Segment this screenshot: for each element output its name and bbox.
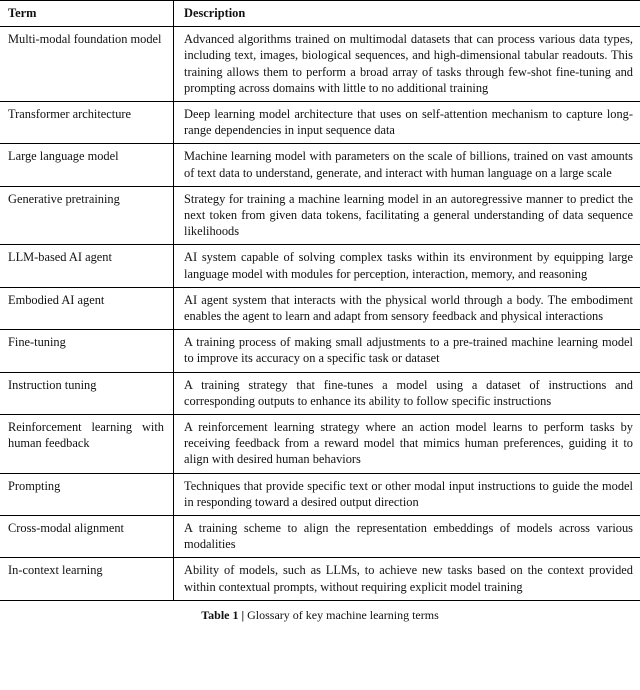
term-cell: Large language model — [0, 144, 174, 186]
term-cell: LLM-based AI agent — [0, 245, 174, 287]
table-caption-label: Table 1 | — [201, 607, 245, 622]
table-header-row — [0, 1, 640, 27]
term-cell: Cross-modal alignment — [0, 516, 174, 558]
glossary-table-body — [0, 27, 640, 601]
table-row — [0, 144, 640, 186]
term-cell: Transformer architecture — [0, 102, 174, 144]
description-cell: Deep learning model architecture that uses on self-attention mechanism to capture long-range dependencies in input sequence data — [174, 102, 640, 144]
table-row — [0, 287, 640, 329]
description-cell: Advanced algorithms trained on multimodal datasets that can process various data types, including text, images, biological sequences, and high-dimensional tabular readouts. This training allows them to perform a broad array of tasks through few-shot fine-tuning and prompting across domains with little to no additional training — [174, 27, 640, 102]
description-cell: AI system capable of solving complex tasks within its environment by equipping large language model with modules for perception, interaction, memory, and reasoning — [174, 245, 640, 287]
term-cell: Embodied AI agent — [0, 287, 174, 329]
table-row — [0, 27, 640, 102]
table-caption — [0, 608, 640, 623]
table-caption-text: Glossary of key machine learning terms — [247, 607, 439, 622]
term-cell: Instruction tuning — [0, 372, 174, 414]
description-cell: AI agent system that interacts with the physical world through a body. The embodiment enables the agent to learn and adapt from sensory feedback and physical interactions — [174, 287, 640, 329]
description-cell: A reinforcement learning strategy where an action model learns to perform tasks by receiving feedback from a reward model that mimics human preferences, guiding it to align with desired human behaviors — [174, 415, 640, 474]
description-cell: Techniques that provide specific text or other modal input instructions to guide the model in responding toward a desired output direction — [174, 473, 640, 515]
description-cell: A training process of making small adjustments to a pre-trained machine learning model to improve its accuracy on a specific task or dataset — [174, 330, 640, 372]
table-row — [0, 102, 640, 144]
table-row — [0, 415, 640, 474]
term-cell: Reinforcement learning with human feedback — [0, 415, 174, 474]
term-cell: In-context learning — [0, 558, 174, 600]
description-cell: A training scheme to align the representation embeddings of models across various modalities — [174, 516, 640, 558]
description-cell: A training strategy that fine-tunes a model using a dataset of instructions and corresponding outputs to enhance its ability to follow specific instructions — [174, 372, 640, 414]
table-row — [0, 330, 640, 372]
term-cell: Fine-tuning — [0, 330, 174, 372]
table-row — [0, 516, 640, 558]
description-cell: Ability of models, such as LLMs, to achieve new tasks based on the context provided within contextual prompts, without requiring explicit model training — [174, 558, 640, 600]
table-row — [0, 372, 640, 414]
table-row — [0, 558, 640, 600]
table-row — [0, 245, 640, 287]
term-cell: Multi-modal foundation model — [8, 32, 162, 47]
term-column-header: Term — [0, 1, 174, 27]
description-column-header: Description — [174, 1, 640, 27]
table-row — [0, 473, 640, 515]
term-cell: Generative pretraining — [0, 186, 174, 245]
term-cell: Prompting — [0, 473, 174, 515]
description-cell: Strategy for training a machine learning model in an autoregressive manner to predict the next token from given data tokens, facilitating a general understanding of data sequence likelihoods — [174, 186, 640, 245]
table-row — [0, 186, 640, 245]
description-cell: Machine learning model with parameters on the scale of billions, trained on vast amounts of text data to understand, generate, and interact with human language on a large scale — [174, 144, 640, 186]
